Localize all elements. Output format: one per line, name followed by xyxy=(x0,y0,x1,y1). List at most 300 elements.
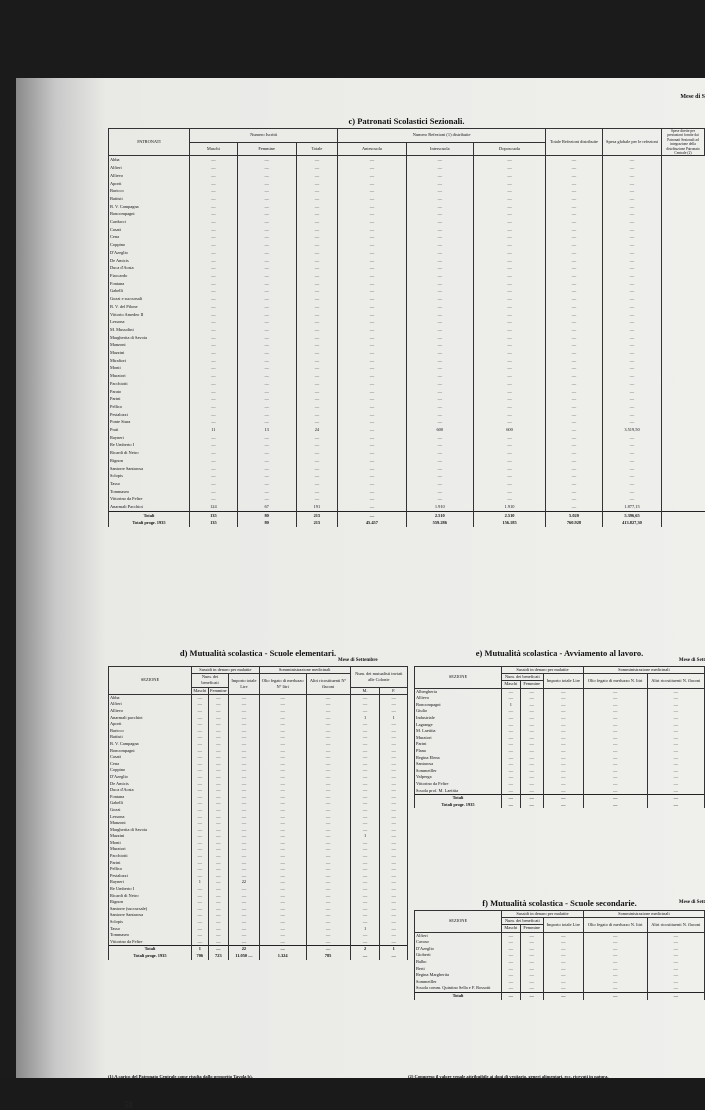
table-row xyxy=(109,341,705,349)
d-col-sezione: SEZIONE xyxy=(109,667,192,695)
row-value: — xyxy=(406,411,474,419)
row-value: — xyxy=(406,156,474,164)
row-value: — xyxy=(474,226,546,234)
row-value: — xyxy=(237,164,296,172)
row-value: — xyxy=(520,722,543,729)
row-label: Monti xyxy=(109,364,190,372)
row-value: — xyxy=(350,761,380,768)
totals-label: Totali xyxy=(415,795,502,802)
row-value: — xyxy=(296,403,338,411)
row-label: Allievo xyxy=(109,172,190,180)
row-label: Pacchiotti xyxy=(109,853,192,860)
table-row xyxy=(109,457,705,465)
row-value: — xyxy=(406,449,474,457)
row-label: Lessona xyxy=(109,318,190,326)
table-row xyxy=(109,257,705,265)
row-value: — xyxy=(192,899,209,906)
row-value: — xyxy=(338,249,406,257)
row-value: — xyxy=(546,203,603,211)
row-value: — xyxy=(543,702,583,709)
row-value: — xyxy=(647,741,704,748)
row-label: Prati xyxy=(109,426,190,434)
row-value: 24 xyxy=(296,426,338,434)
row-value: — xyxy=(543,722,583,729)
patronati-table xyxy=(108,128,705,527)
row-value: — xyxy=(208,734,228,741)
section-e-title: e) Mutualità scolastica - Avviamento al lavoro. xyxy=(475,648,644,658)
row-value: — xyxy=(647,688,704,695)
group-refezioni: Numero Refezioni (1) distribuite xyxy=(338,129,546,143)
row-value: — xyxy=(406,280,474,288)
row-value: — xyxy=(502,959,521,966)
row-label: Mirafiori xyxy=(109,357,190,365)
row-value: — xyxy=(406,249,474,257)
row-label: Fiaccardo xyxy=(109,272,190,280)
row-value: — xyxy=(502,735,521,742)
row-value: — xyxy=(350,741,380,748)
row-value: — xyxy=(380,866,408,873)
row-value: — xyxy=(259,899,306,906)
mutualita-secondarie-table xyxy=(414,910,705,1000)
row-value: — xyxy=(306,820,350,827)
row-value: — xyxy=(296,457,338,465)
table-row xyxy=(109,488,705,496)
row-value: 1 xyxy=(502,702,521,709)
row-value: — xyxy=(350,767,380,774)
row-value: — xyxy=(229,906,260,913)
totals-value: 5.396,65 xyxy=(603,511,662,519)
row-value: 11 xyxy=(190,426,238,434)
row-label: Rignon xyxy=(109,457,190,465)
row-value: — xyxy=(296,257,338,265)
d-altri: Altri ricostituenti N° flaconi xyxy=(306,674,350,695)
row-value: 67 xyxy=(237,503,296,511)
row-value: — xyxy=(520,741,543,748)
row-value: — xyxy=(546,426,603,434)
row-label: Anarmali pacchiot xyxy=(109,715,192,722)
row-value: — xyxy=(296,210,338,218)
row-value: — xyxy=(229,820,260,827)
row-label: Sommeiller xyxy=(415,768,502,775)
row-label: Alfieri xyxy=(415,932,502,939)
row-label: Coppino xyxy=(109,241,190,249)
row-value: — xyxy=(474,341,546,349)
row-value: — xyxy=(190,180,238,188)
row-value: — xyxy=(350,853,380,860)
row-value: — xyxy=(237,195,296,203)
progressive-label: Totali progr. 1935 xyxy=(109,953,192,960)
row-value: — xyxy=(338,233,406,241)
row-value: — xyxy=(229,728,260,735)
d-importo: Importo totale Lire xyxy=(229,674,260,695)
row-value: — xyxy=(406,441,474,449)
row-value: — xyxy=(406,272,474,280)
row-value: — xyxy=(543,972,583,979)
row-value: — xyxy=(338,426,406,434)
row-value: — xyxy=(474,187,546,195)
row-label: Pestalozzi xyxy=(109,873,192,880)
row-value: — xyxy=(259,814,306,821)
progressive-value: 559.286 xyxy=(406,519,474,527)
row-value: — xyxy=(306,879,350,886)
row-value: — xyxy=(380,886,408,893)
row-value: — xyxy=(546,488,603,496)
row-value: — xyxy=(350,899,380,906)
row-value: — xyxy=(502,688,521,695)
row-value: — xyxy=(190,203,238,211)
row-value: — xyxy=(583,788,647,795)
row-value: — xyxy=(406,495,474,503)
progressive-totals-row xyxy=(109,519,705,527)
row-value: — xyxy=(296,241,338,249)
row-value: — xyxy=(380,939,408,946)
row-value: — xyxy=(208,781,228,788)
row-value: — xyxy=(380,800,408,807)
row-value: — xyxy=(350,919,380,926)
row-label: Battisti xyxy=(109,734,192,741)
row-label: Gozzi e succursali xyxy=(109,295,190,303)
row-value: — xyxy=(406,480,474,488)
row-value: — xyxy=(306,846,350,853)
row-value: — xyxy=(296,249,338,257)
row-label: D'Azeglio xyxy=(109,774,192,781)
row-value: — xyxy=(603,380,662,388)
row-value: — xyxy=(603,372,662,380)
row-value: — xyxy=(237,441,296,449)
row-value: — xyxy=(237,249,296,257)
table-row xyxy=(109,210,705,218)
row-value: — xyxy=(192,827,209,834)
table-row xyxy=(415,748,705,755)
table-row xyxy=(109,449,705,457)
row-value: — xyxy=(546,503,603,511)
c-subheader: Antescuola xyxy=(338,142,406,156)
row-value: — xyxy=(192,708,209,715)
row-value: — xyxy=(296,341,338,349)
row-value: — xyxy=(190,488,238,496)
row-value: — xyxy=(474,388,546,396)
row-value: — xyxy=(647,761,704,768)
row-value: — xyxy=(603,318,662,326)
row-value: — xyxy=(406,403,474,411)
row-value: — xyxy=(259,741,306,748)
header-month-strip: Mese di S xyxy=(680,94,705,100)
row-value: — xyxy=(546,480,603,488)
row-value: — xyxy=(237,264,296,272)
totals-label: Totali xyxy=(415,992,502,999)
row-value: — xyxy=(338,434,406,442)
table-row xyxy=(415,741,705,748)
table-row xyxy=(415,781,705,788)
row-value: — xyxy=(208,715,228,722)
table-row xyxy=(109,820,408,827)
row-value: — xyxy=(229,781,260,788)
row-value: — xyxy=(546,372,603,380)
table-row xyxy=(109,303,705,311)
row-value: — xyxy=(647,715,704,722)
progressive-value: — xyxy=(380,953,408,960)
table-row xyxy=(109,767,408,774)
totals-value: — xyxy=(208,946,228,953)
row-value: — xyxy=(338,303,406,311)
row-value: — xyxy=(380,787,408,794)
row-value: — xyxy=(406,326,474,334)
row-value: — xyxy=(474,380,546,388)
row-value: — xyxy=(229,774,260,781)
row-value: — xyxy=(474,295,546,303)
row-value: — xyxy=(583,985,647,992)
row-label: Gozzi xyxy=(109,807,192,814)
row-value: — xyxy=(229,701,260,708)
row-value: — xyxy=(603,334,662,342)
row-value: — xyxy=(546,457,603,465)
row-value: — xyxy=(603,418,662,426)
section-c-title: c) Patronati Scolastici Sezionali. xyxy=(348,116,465,126)
row-value: — xyxy=(192,800,209,807)
row-value: — xyxy=(350,827,380,834)
row-label: Santarosa xyxy=(415,761,502,768)
table-row xyxy=(109,866,408,873)
table-row xyxy=(109,886,408,893)
totals-value: — xyxy=(338,511,406,519)
row-value: — xyxy=(259,912,306,919)
row-value: — xyxy=(603,226,662,234)
row-value: — xyxy=(296,272,338,280)
row-label: Allievo xyxy=(109,708,192,715)
row-value: — xyxy=(338,411,406,419)
row-label: Gabelli xyxy=(109,287,190,295)
table-row xyxy=(415,952,705,959)
row-label: Tommaseo xyxy=(109,488,190,496)
d-maschi: Maschi xyxy=(193,687,207,693)
row-value: — xyxy=(474,210,546,218)
row-value: — xyxy=(190,411,238,419)
row-value: — xyxy=(520,781,543,788)
row-value: — xyxy=(259,879,306,886)
row-value: — xyxy=(192,787,209,794)
row-label: Scuola prof. M. Laetitia xyxy=(415,788,502,795)
row-label: B. V. Campagna xyxy=(109,203,190,211)
totals-value: — xyxy=(543,992,583,999)
row-value: — xyxy=(546,264,603,272)
row-label: Valperga xyxy=(415,774,502,781)
table-row xyxy=(109,781,408,788)
row-label: Regina Margherita xyxy=(415,972,502,979)
row-value: — xyxy=(296,264,338,272)
row-value: — xyxy=(192,754,209,761)
table-row xyxy=(415,939,705,946)
row-value: — xyxy=(474,488,546,496)
row-value: — xyxy=(229,926,260,933)
table-row xyxy=(109,860,408,867)
row-label: Balbo xyxy=(415,959,502,966)
row-value: — xyxy=(546,364,603,372)
row-value: — xyxy=(208,741,228,748)
row-label: Duca d'Aosta xyxy=(109,264,190,272)
progressive-value: 215 xyxy=(296,519,338,527)
row-value: — xyxy=(502,979,521,986)
row-value: — xyxy=(338,472,406,480)
row-value: 3.519,50 xyxy=(603,426,662,434)
row-value: — xyxy=(237,434,296,442)
row-value: — xyxy=(502,715,521,722)
row-value: — xyxy=(237,357,296,365)
row-value: — xyxy=(192,814,209,821)
row-value: — xyxy=(338,457,406,465)
page-number: 58 xyxy=(124,1100,133,1110)
row-value: — xyxy=(237,326,296,334)
row-value: — xyxy=(306,860,350,867)
row-value: — xyxy=(190,218,238,226)
row-value: 600 xyxy=(406,426,474,434)
row-value: — xyxy=(406,465,474,473)
row-value: — xyxy=(406,364,474,372)
row-value: — xyxy=(259,715,306,722)
row-value: — xyxy=(338,164,406,172)
e-femmine: Femmine xyxy=(520,681,543,688)
row-value: — xyxy=(543,728,583,735)
row-value: — xyxy=(474,465,546,473)
row-value: — xyxy=(546,349,603,357)
row-value: — xyxy=(237,388,296,396)
table-row xyxy=(415,972,705,979)
row-value: — xyxy=(543,748,583,755)
row-value: — xyxy=(406,257,474,265)
c-subheader: Doposcuola xyxy=(474,142,546,156)
f-olio: Olio fegato di merluzzo N. litri xyxy=(583,918,647,932)
f-femmine: Femmine xyxy=(520,925,543,932)
group-iscritti: Numero Iscritti xyxy=(190,129,338,143)
table-row xyxy=(109,873,408,880)
row-value: — xyxy=(474,364,546,372)
row-value: — xyxy=(603,341,662,349)
row-value: — xyxy=(583,966,647,973)
row-label: Baricco xyxy=(109,728,192,735)
table-row xyxy=(109,156,705,164)
table-row xyxy=(109,754,408,761)
row-value: — xyxy=(647,952,704,959)
row-value: — xyxy=(603,495,662,503)
row-value: — xyxy=(647,946,704,953)
c-subheader: Femmine xyxy=(237,142,296,156)
row-value: — xyxy=(603,326,662,334)
row-value: — xyxy=(520,979,543,986)
row-value: — xyxy=(338,418,406,426)
row-value: — xyxy=(380,899,408,906)
row-value: — xyxy=(380,820,408,827)
row-value: — xyxy=(603,287,662,295)
row-value: — xyxy=(520,708,543,715)
row-value: — xyxy=(380,767,408,774)
row-value: — xyxy=(502,722,521,729)
table-row xyxy=(109,264,705,272)
row-value: — xyxy=(502,966,521,973)
row-value: — xyxy=(192,715,209,722)
row-value: — xyxy=(543,741,583,748)
row-value: — xyxy=(208,807,228,814)
row-value: — xyxy=(192,794,209,801)
row-label: Aporti xyxy=(109,721,192,728)
row-value: — xyxy=(474,495,546,503)
row-value: — xyxy=(208,787,228,794)
row-value: — xyxy=(338,287,406,295)
progressive-value: 723 xyxy=(208,953,228,960)
table-row xyxy=(415,755,705,762)
row-value: — xyxy=(338,480,406,488)
row-value: — xyxy=(306,899,350,906)
row-value: — xyxy=(237,372,296,380)
row-value: — xyxy=(546,226,603,234)
row-value: — xyxy=(406,218,474,226)
row-value: 13 xyxy=(237,426,296,434)
row-value: — xyxy=(338,210,406,218)
row-value: — xyxy=(296,303,338,311)
row-value: — xyxy=(192,912,209,919)
row-value: — xyxy=(647,708,704,715)
f-num-benef: Num. dei beneficati xyxy=(502,918,544,925)
table-row xyxy=(109,708,408,715)
row-value: — xyxy=(543,966,583,973)
row-label: Santorre (succursale) xyxy=(109,906,192,913)
row-label: Ricardi di Netro xyxy=(109,893,192,900)
row-value: — xyxy=(296,434,338,442)
row-value: — xyxy=(603,164,662,172)
row-value: — xyxy=(237,218,296,226)
table-row xyxy=(109,932,408,939)
progressive-value: — xyxy=(520,802,543,809)
e-importo: Importo totale Lire xyxy=(543,674,583,688)
row-value: — xyxy=(603,264,662,272)
row-value: — xyxy=(546,395,603,403)
row-value: — xyxy=(520,748,543,755)
row-value: — xyxy=(259,932,306,939)
row-value: — xyxy=(229,734,260,741)
totals-label: Totali xyxy=(109,946,192,953)
row-value: — xyxy=(237,280,296,288)
row-value: — xyxy=(603,357,662,365)
row-value: 1.910 xyxy=(406,503,474,511)
row-value: — xyxy=(192,906,209,913)
row-label: De Amicis xyxy=(109,257,190,265)
row-value: — xyxy=(406,388,474,396)
row-value: — xyxy=(237,341,296,349)
row-label: Rignon xyxy=(109,899,192,906)
table-row xyxy=(109,919,408,926)
table-row xyxy=(109,349,705,357)
row-value: — xyxy=(208,767,228,774)
row-value: — xyxy=(296,318,338,326)
row-value: — xyxy=(603,156,662,164)
row-value: — xyxy=(338,364,406,372)
table-row xyxy=(109,503,705,511)
row-value: — xyxy=(338,495,406,503)
row-label: Manzoni xyxy=(109,820,192,827)
row-value: — xyxy=(406,311,474,319)
row-label: Giulio xyxy=(415,708,502,715)
row-value: — xyxy=(380,761,408,768)
row-label: Coppino xyxy=(109,767,192,774)
row-value: — xyxy=(192,932,209,939)
row-value: — xyxy=(583,715,647,722)
row-value: — xyxy=(406,472,474,480)
row-value: 22 xyxy=(229,879,260,886)
table-row xyxy=(415,761,705,768)
row-value: — xyxy=(406,210,474,218)
row-value: — xyxy=(208,748,228,755)
table-row xyxy=(109,364,705,372)
row-value: — xyxy=(306,912,350,919)
table-row xyxy=(109,295,705,303)
